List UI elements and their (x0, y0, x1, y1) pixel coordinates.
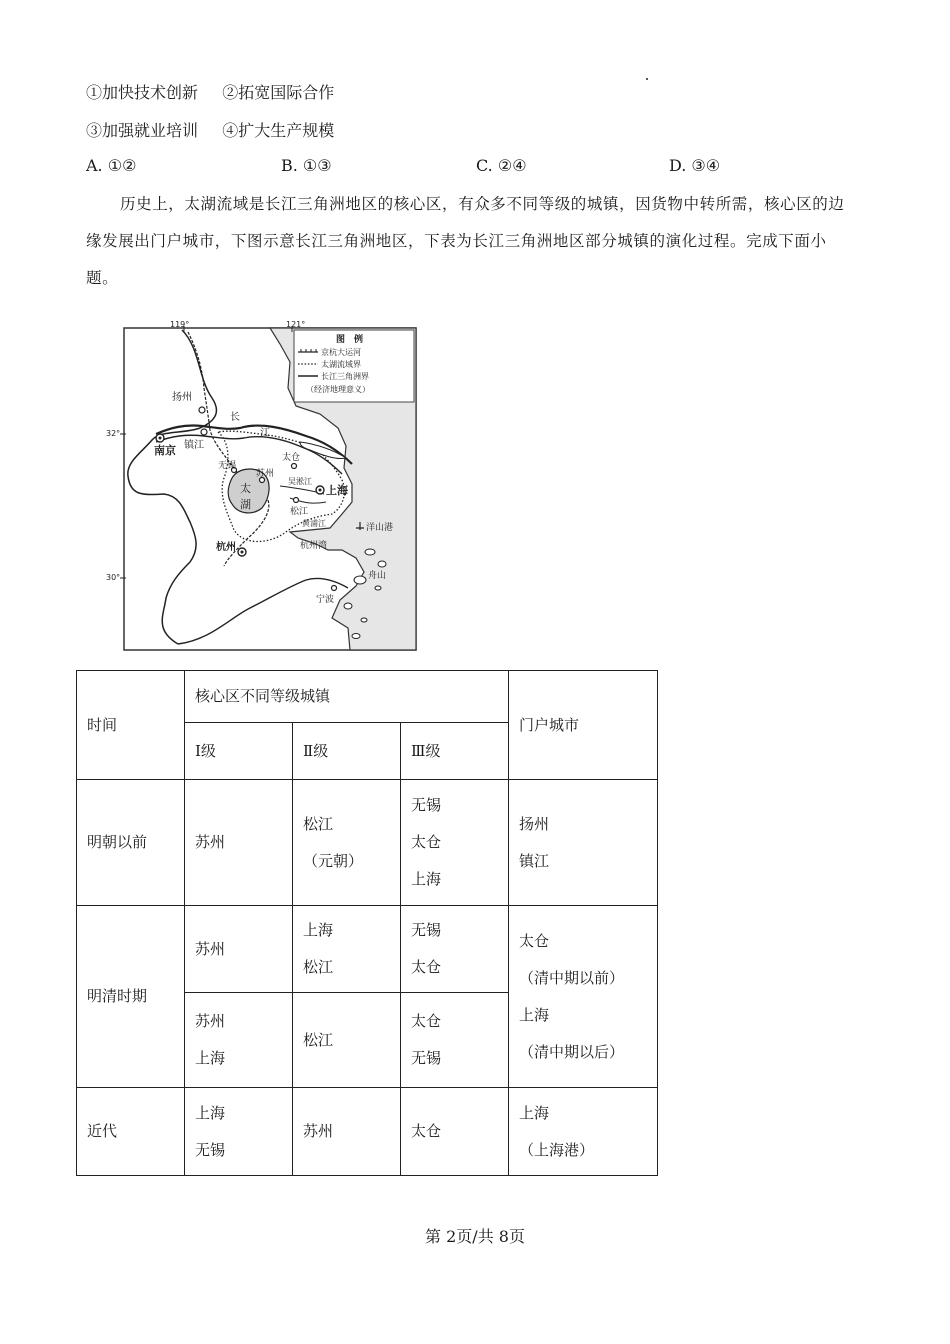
songjiang-label: 松江 (290, 507, 309, 517)
lon-119-label: 119° (170, 320, 190, 329)
row-modern-l1: 上海 无锡 (185, 1088, 293, 1176)
choice-row-2 (86, 118, 334, 141)
ningbo-label: 宁波 (316, 595, 335, 605)
nanjing-label: 南京 (154, 444, 176, 457)
row-ming-before-l1: 苏州 (185, 780, 293, 906)
island (375, 586, 381, 590)
question-passage: 历史上，太湖流域是长江三角洲地区的核心区，有众多不同等级的城镇，因货物中转所需，核心区的边缘发展出门户城市，下图示意长江三角洲地区，下表为长江三角洲地区部分城镇的演化过程。完成下面小题。 (86, 195, 845, 287)
island (352, 634, 360, 639)
page-footer: 第 2页/共 8页 (425, 1227, 525, 1246)
hangzhou-label: 杭州 (216, 542, 236, 553)
row-modern-l3: 太仓 (401, 1088, 509, 1176)
wuxi-label: 无锡 (218, 461, 237, 471)
shanghai-label: 上海 (326, 484, 348, 497)
taihu-label-1: 太 (240, 482, 251, 495)
hangzhouwan-label: 杭州湾 (300, 541, 328, 551)
island (365, 549, 375, 555)
row-mingqing-time: 明清时期 (77, 906, 185, 1088)
row-mingqing-a-l2: 上海 松江 (293, 906, 401, 993)
row-mingqing-b-l1: 苏州 上海 (185, 993, 293, 1088)
header-core: 核心区不同等级城镇 (185, 671, 509, 723)
lon-121-label: 121° (286, 320, 306, 329)
option-b[interactable]: B. ①③ (281, 156, 332, 175)
yangtze-delta-map (106, 318, 420, 653)
legend-delta-note: （经济地理意义） (306, 385, 370, 394)
lat-30-label: 30° (106, 573, 121, 582)
row-ming-before-l2: 松江 （元朝） (293, 780, 401, 906)
row-ming-before-gateway: 扬州 镇江 (509, 780, 658, 906)
row-mingqing-a-l3: 无锡 太仓 (401, 906, 509, 993)
choice-item-3: ③加强就业培训 (86, 121, 199, 140)
row-mingqing-gateway: 太仓 （清中期以前） 上海 （清中期以后） (509, 906, 658, 1088)
songjiang-marker (294, 498, 299, 503)
zhoushan-label: 舟山 (368, 571, 387, 581)
suzhou-label: 苏州 (256, 469, 275, 479)
row-ming-before-time: 明朝以前 (77, 780, 185, 906)
changjiang-label-1: 长 (230, 412, 240, 423)
taicang-marker (292, 464, 297, 469)
taihu-label-2: 湖 (240, 498, 251, 511)
yangzhou-label: 扬州 (172, 392, 192, 403)
row-mingqing-b-l2: 松江 (293, 993, 401, 1088)
header-level3: Ⅲ级 (401, 723, 509, 780)
yangshangang-label: 洋山港 (366, 523, 394, 533)
legend-canal-label: 京杭大运河 (321, 348, 361, 357)
row-modern-time: 近代 (77, 1088, 185, 1176)
wusongjiang-label: 吴淞江 (288, 477, 312, 486)
island (354, 576, 366, 584)
row-mingqing-b-l3: 太仓 无锡 (401, 993, 509, 1088)
scan-dot (646, 78, 648, 80)
legend-title: 图 例 (336, 335, 364, 345)
choice-row-1 (86, 80, 334, 103)
lat-32-label: 32° (106, 429, 121, 438)
header-time: 时间 (77, 671, 185, 780)
changjiang-label-2: 江 (260, 428, 270, 439)
header-gateway: 门户城市 (509, 671, 658, 780)
zhenjiang-label: 镇江 (184, 440, 204, 451)
huangpujiang-label: 黄浦江 (302, 519, 326, 528)
row-ming-before-l3: 无锡 太仓 上海 (401, 780, 509, 906)
choice-item-4: ④扩大生产规模 (222, 121, 335, 140)
choice-item-2: ②拓宽国际合作 (222, 83, 335, 102)
zhenjiang-marker (201, 429, 207, 435)
option-c[interactable]: C. ②④ (476, 156, 527, 175)
header-level1: Ⅰ级 (185, 723, 293, 780)
row-mingqing-a-l1: 苏州 (185, 906, 293, 993)
header-level2: Ⅱ级 (293, 723, 401, 780)
option-d[interactable]: D. ③④ (669, 156, 721, 175)
ningbo-marker (332, 586, 337, 591)
legend-delta-label: 长江三角洲界 (321, 372, 369, 381)
town-evolution-table (76, 670, 658, 1176)
yangzhou-marker (199, 407, 205, 413)
island (378, 561, 386, 567)
row-modern-gateway: 上海 （上海港） (509, 1088, 658, 1176)
option-a[interactable]: A. ①② (86, 156, 137, 175)
island (361, 618, 367, 622)
row-modern-l2: 苏州 (293, 1088, 401, 1176)
island (344, 603, 352, 609)
legend-taihu-label: 太湖流域界 (321, 360, 361, 369)
choice-item-1: ①加快技术创新 (86, 83, 199, 102)
taicang-label: 太仓 (282, 453, 301, 463)
